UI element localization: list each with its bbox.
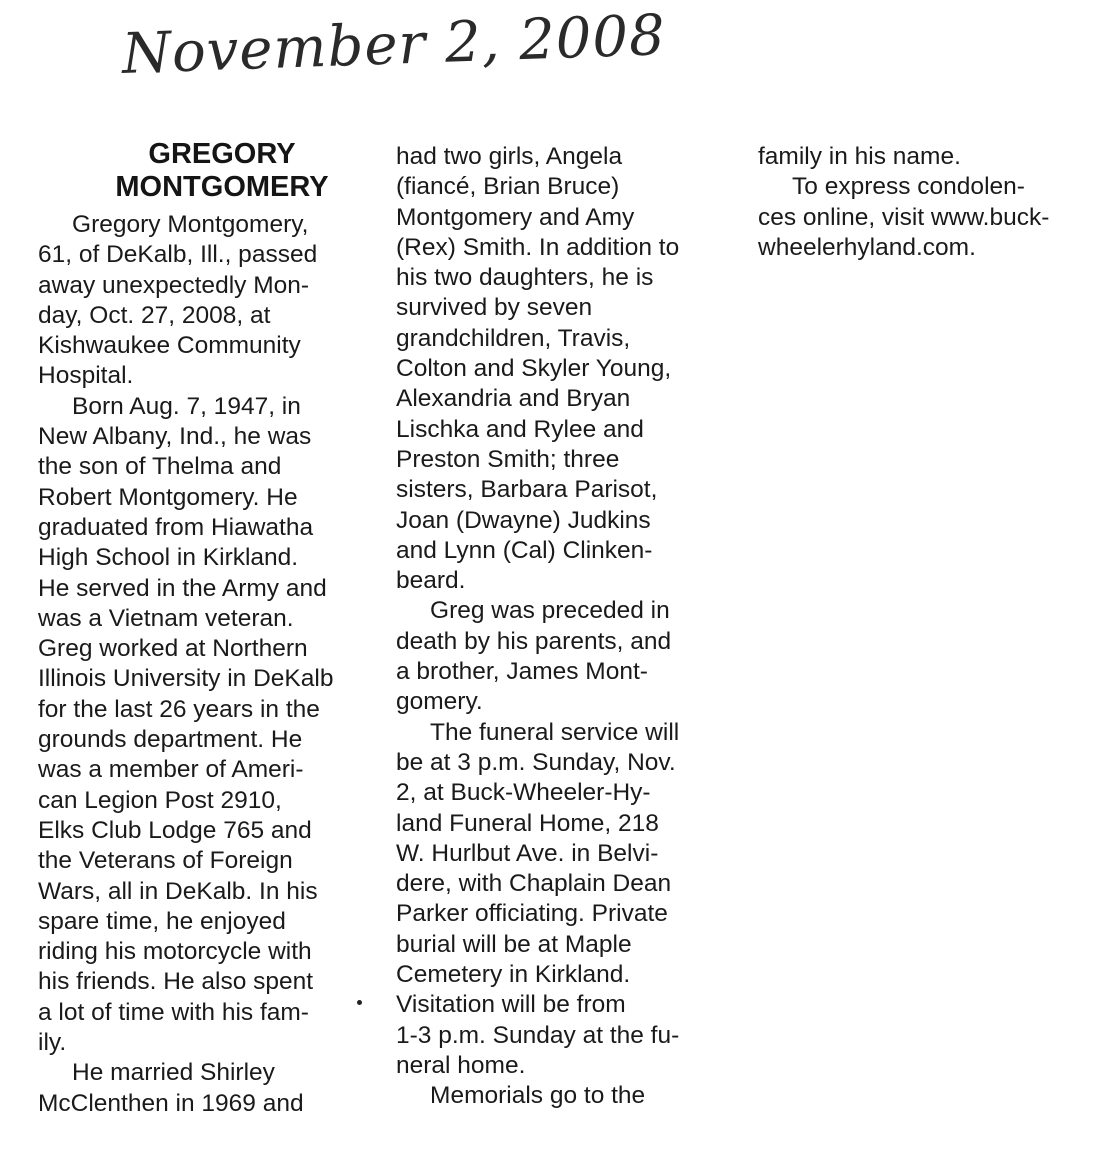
text-line: He married Shirley (38, 1059, 275, 1087)
text-line: the Veterans of Foreign (38, 847, 293, 875)
headline-line: MONTGOMERY (115, 171, 329, 203)
text-line: day, Oct. 27, 2008, at (38, 301, 271, 329)
text-line: away unexpectedly Mon- (38, 271, 310, 299)
text-line: family in his name. (758, 143, 961, 170)
print-speck (357, 1000, 362, 1005)
text-line: spare time, he enjoyed (38, 907, 286, 935)
text-line: 2, at Buck-Wheeler-Hy- (396, 779, 651, 807)
text-line: death by his parents, and (396, 627, 672, 655)
text-line: for the last 26 years in the (38, 695, 320, 723)
text-line: Hospital. (38, 362, 134, 390)
text-line: McClenthen in 1969 and (38, 1089, 304, 1117)
text-line: gomery. (396, 688, 483, 716)
text-line: a lot of time with his fam- (38, 998, 309, 1026)
text-line: Joan (Dwayne) Judkins (396, 506, 651, 534)
text-line: the son of Thelma and (38, 453, 282, 481)
text-line: High School in Kirkland. (38, 544, 299, 572)
text-line: ces online, visit www.buck- (758, 203, 1050, 231)
text-line: sisters, Barbara Parisot, (396, 476, 658, 504)
obituary-column-1 (38, 210, 378, 1119)
text-line: Lischka and Rylee and (396, 415, 644, 443)
text-line: W. Hurlbut Ave. in Belvi- (396, 839, 659, 867)
text-line: He served in the Army and (38, 574, 327, 602)
text-line: Preston Smith; three (396, 445, 620, 473)
text-line: neral home. (396, 1051, 526, 1079)
text-line: Montgomery and Amy (396, 203, 635, 231)
text-line: Greg was preceded in (396, 597, 670, 625)
text-line: ily. (38, 1029, 67, 1057)
text-line: graduated from Hiawatha (38, 513, 314, 541)
text-line: Colton and Skyler Young, (396, 355, 672, 383)
text-line: survived by seven (396, 294, 593, 322)
text-line: be at 3 p.m. Sunday, Nov. (396, 748, 676, 776)
text-line: Wars, all in DeKalb. In his (38, 877, 318, 905)
text-line: can Legion Post 2910, (38, 786, 282, 814)
text-line: was a member of Ameri- (38, 756, 304, 784)
headline-line: GREGORY (148, 138, 296, 170)
text-line: Cemetery in Kirkland. (396, 961, 631, 989)
text-line: dere, with Chaplain Dean (396, 870, 672, 898)
text-line: Born Aug. 7, 1947, in (38, 392, 301, 420)
text-line: was a Vietnam veteran. (38, 604, 294, 632)
text-line: grandchildren, Travis, (396, 324, 631, 352)
text-line: Visitation will be from (396, 991, 626, 1019)
text-line: Kishwaukee Community (38, 332, 301, 360)
text-line: Alexandria and Bryan (396, 385, 631, 413)
text-line: (Rex) Smith. In addition to (396, 233, 680, 261)
text-line: 1-3 p.m. Sunday at the fu- (396, 1021, 680, 1049)
obituary-headline (92, 138, 352, 204)
text-line: To express condolen- (758, 173, 1025, 201)
obituary-column-2 (396, 142, 736, 1112)
text-line: Gregory Montgomery, (38, 211, 309, 238)
text-line: had two girls, Angela (396, 143, 623, 170)
text-line: The funeral service will (396, 718, 680, 746)
text-line: riding his motorcycle with (38, 938, 312, 966)
text-line: Greg worked at Northern (38, 635, 308, 663)
text-line: Memorials go to the (396, 1082, 646, 1110)
text-line: Robert Montgomery. He (38, 483, 298, 511)
text-line: (fiancé, Brian Bruce) (396, 173, 620, 201)
obituary-column-3 (758, 142, 1098, 263)
text-line: beard. (396, 567, 466, 595)
text-line: Illinois University in DeKalb (38, 665, 334, 693)
text-line: New Albany, Ind., he was (38, 423, 312, 451)
text-line: and Lynn (Cal) Clinken- (396, 536, 653, 564)
text-line: grounds department. He (38, 726, 303, 754)
text-line: land Funeral Home, 218 (396, 809, 659, 837)
handwritten-date: November 2, 2008 (120, 3, 667, 87)
text-line: Parker officiating. Private (396, 900, 668, 928)
text-line: his two daughters, he is (396, 264, 654, 292)
text-line: burial will be at Maple (396, 930, 632, 958)
text-line: a brother, James Mont- (396, 658, 648, 686)
text-line: his friends. He also spent (38, 968, 314, 996)
text-line: wheelerhyland.com. (758, 233, 976, 261)
text-line: Elks Club Lodge 765 and (38, 816, 312, 844)
text-line: 61, of DeKalb, Ill., passed (38, 241, 318, 269)
